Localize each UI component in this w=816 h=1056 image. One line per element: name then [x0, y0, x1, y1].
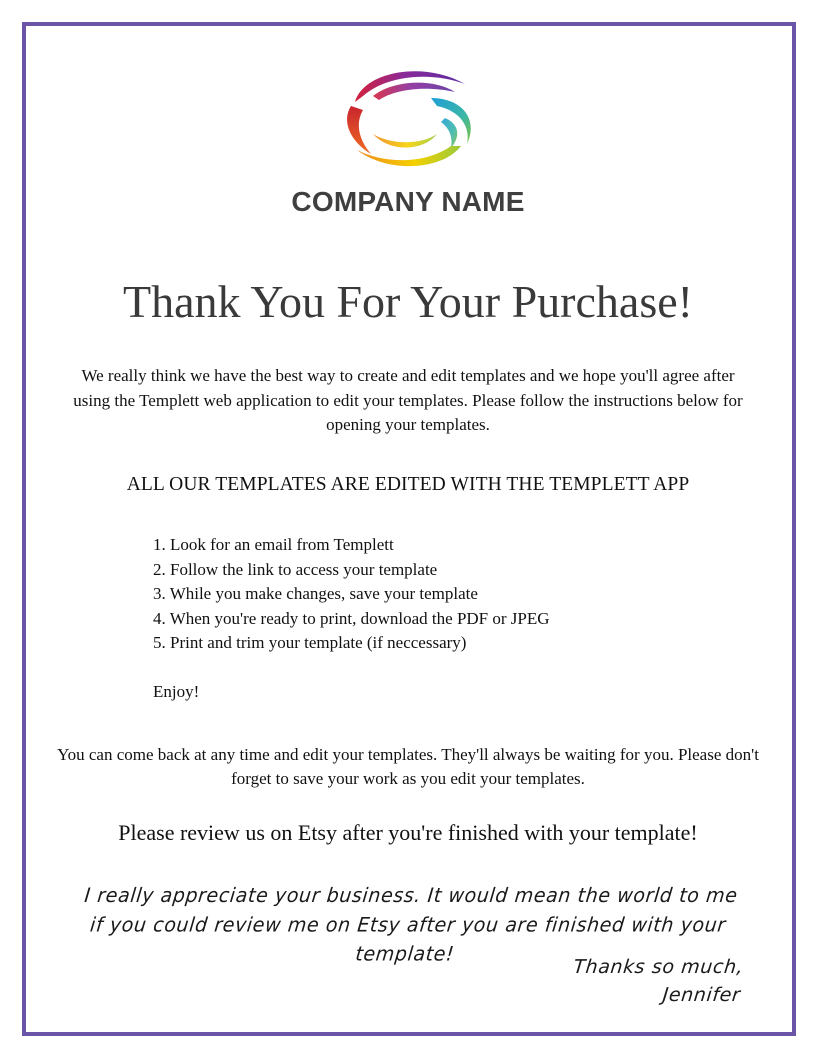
company-name: COMPANY NAME	[291, 186, 525, 217]
list-item: 3. While you make changes, save your template	[153, 584, 478, 604]
signoff-name: Jennifer	[661, 984, 742, 1006]
signoff	[569, 953, 745, 1009]
enjoy-text: Enjoy!	[153, 682, 200, 701]
page-title: Thank You For Your Purchase!	[123, 276, 693, 327]
return-paragraph: You can come back at any time and edit your templates. They'll always be waiting for you. Please don't forget to save your work as you edit your templates.	[57, 745, 759, 788]
swirl-logo-icon	[333, 62, 483, 172]
review-prompt: Please review us on Etsy after you're finished with your template!	[118, 820, 698, 845]
list-item: 2. Follow the link to access your template	[153, 559, 438, 579]
handwritten-note: I really appreciate your business. It would mean the world to me if you could review me on Etsy after you are finished with your template!	[83, 884, 739, 966]
list-item: 5. Print and trim your template (if neccessary)	[153, 633, 467, 653]
intro-paragraph: We really think we have the best way to create and edit templates and we hope you'll agree after using the Templett web application to edit your templates. Please follow the instructions below for opening your templates.	[73, 366, 743, 434]
instructions-list	[153, 533, 673, 656]
list-item: 4. When you're ready to print, download the PDF or JPEG	[153, 608, 550, 628]
signoff-thanks: Thanks so much,	[572, 956, 745, 978]
templates-heading: ALL OUR TEMPLATES ARE EDITED WITH THE TEMPLETT APP	[126, 474, 690, 495]
list-item: 1. Look for an email from Templett	[153, 535, 394, 554]
